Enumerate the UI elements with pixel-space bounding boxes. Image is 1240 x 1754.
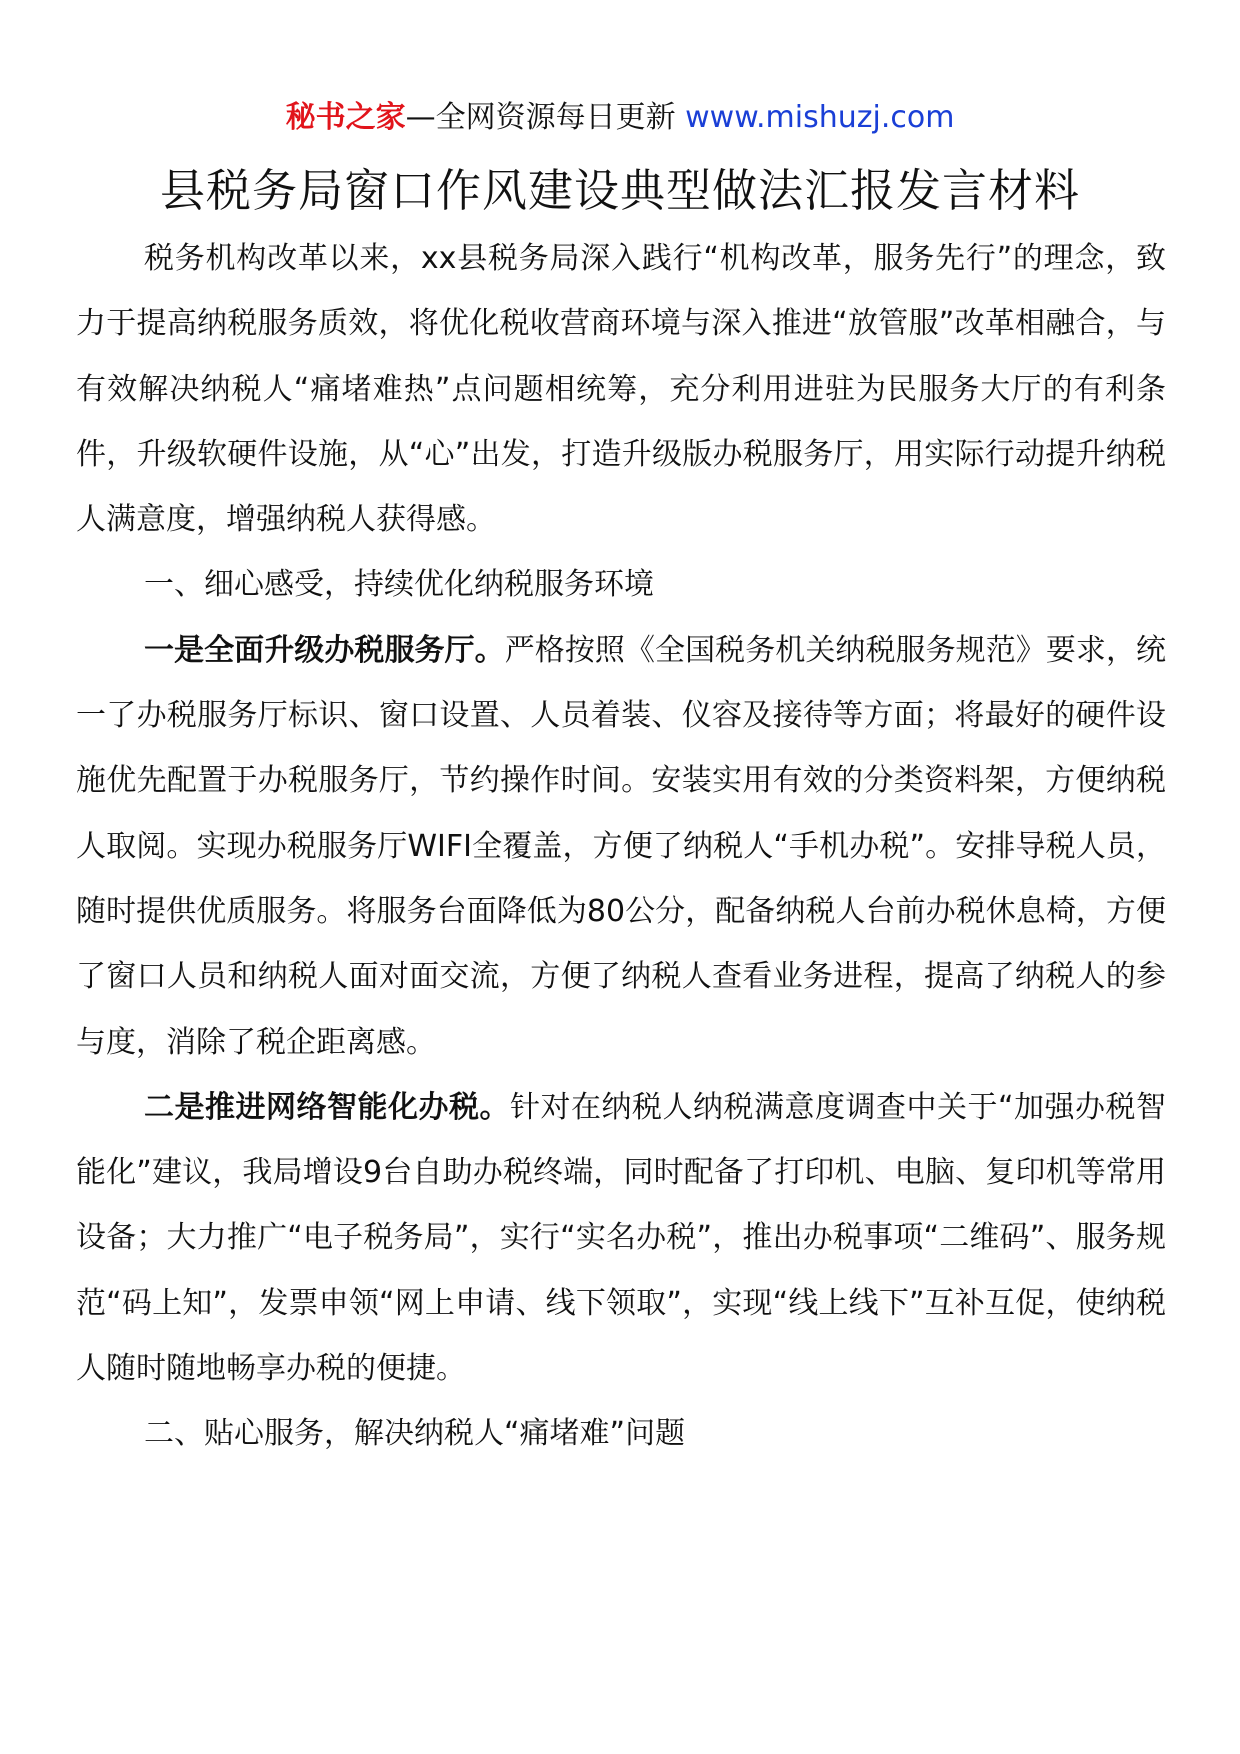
intro-paragraph: 税务机构改革以来，xx县税务局深入践行“机构改革，服务先行”的理念，致力于提高纳税服务质效，将优化税收营商环境与深入推进“放管服”改革相融合，与有效解决纳税人“痛堵难热”点问题相统筹，充分利用进驻为民服务大厅的有利条件，升级软硬件设施，从“心”出发，打造升级版办税服务厅，用实际行动提升纳税人满意度，增强纳税人获得感。 bbox=[76, 241, 1166, 538]
paragraph-1-body: 严格按照《全国税务机关纳税服务规范》要求，统一了办税服务厅标识、窗口设置、人员着装、仪容及接待等方面；将最好的硬件设施优先配置于办税服务厅，节约操作时间。安装实用有效的分类资料架，方便纳税人取阅。实现办税服务厅WIFI全覆盖，方便了纳税人“手机办税”。安排导税人员，随时提供优质服务。将服务台面降低为80公分，配备纳税人台前办税休息椅，方便了窗口人员和纳税人面对面交流，方便了纳税人查看业务进程，提高了纳税人的参与度，消除了税企距离感。 bbox=[76, 632, 1167, 1060]
header-slogan: —全网资源每日更新 bbox=[405, 100, 686, 135]
document-body bbox=[76, 226, 1166, 1467]
section-2-heading: 二、贴心服务，解决纳税人“痛堵难”问题 bbox=[144, 1416, 686, 1452]
paragraph-1-lead: 一是全面升级办税服务厅。 bbox=[144, 632, 505, 668]
paragraph-1 bbox=[76, 618, 1166, 1075]
document-title: 县税务局窗口作风建设典型做法汇报发言材料 bbox=[159, 164, 1080, 217]
paragraph-2 bbox=[76, 1075, 1166, 1401]
brand-name: 秘书之家 bbox=[285, 100, 406, 135]
section-1-heading: 一、细心感受，持续优化纳税服务环境 bbox=[144, 567, 654, 603]
site-header bbox=[0, 98, 1240, 138]
paragraph-2-body: 针对在纳税人纳税满意度调查中关于“加强办税智能化”建议，我局增设9台自助办税终端，同时配备了打印机、电脑、复印机等常用设备；大力推广“电子税务局”，实行“实名办税”，推出办税事项“二维码”、服务规范“码上知”，发票申领“网上申请、线下领取”，实现“线上线下”互补互促，使纳税人随时随地畅享办税的便捷。 bbox=[76, 1089, 1166, 1387]
paragraph-2-lead: 二是推进网络智能化办税。 bbox=[144, 1089, 510, 1125]
site-url-link[interactable]: www.mishuzj.com bbox=[685, 100, 955, 135]
